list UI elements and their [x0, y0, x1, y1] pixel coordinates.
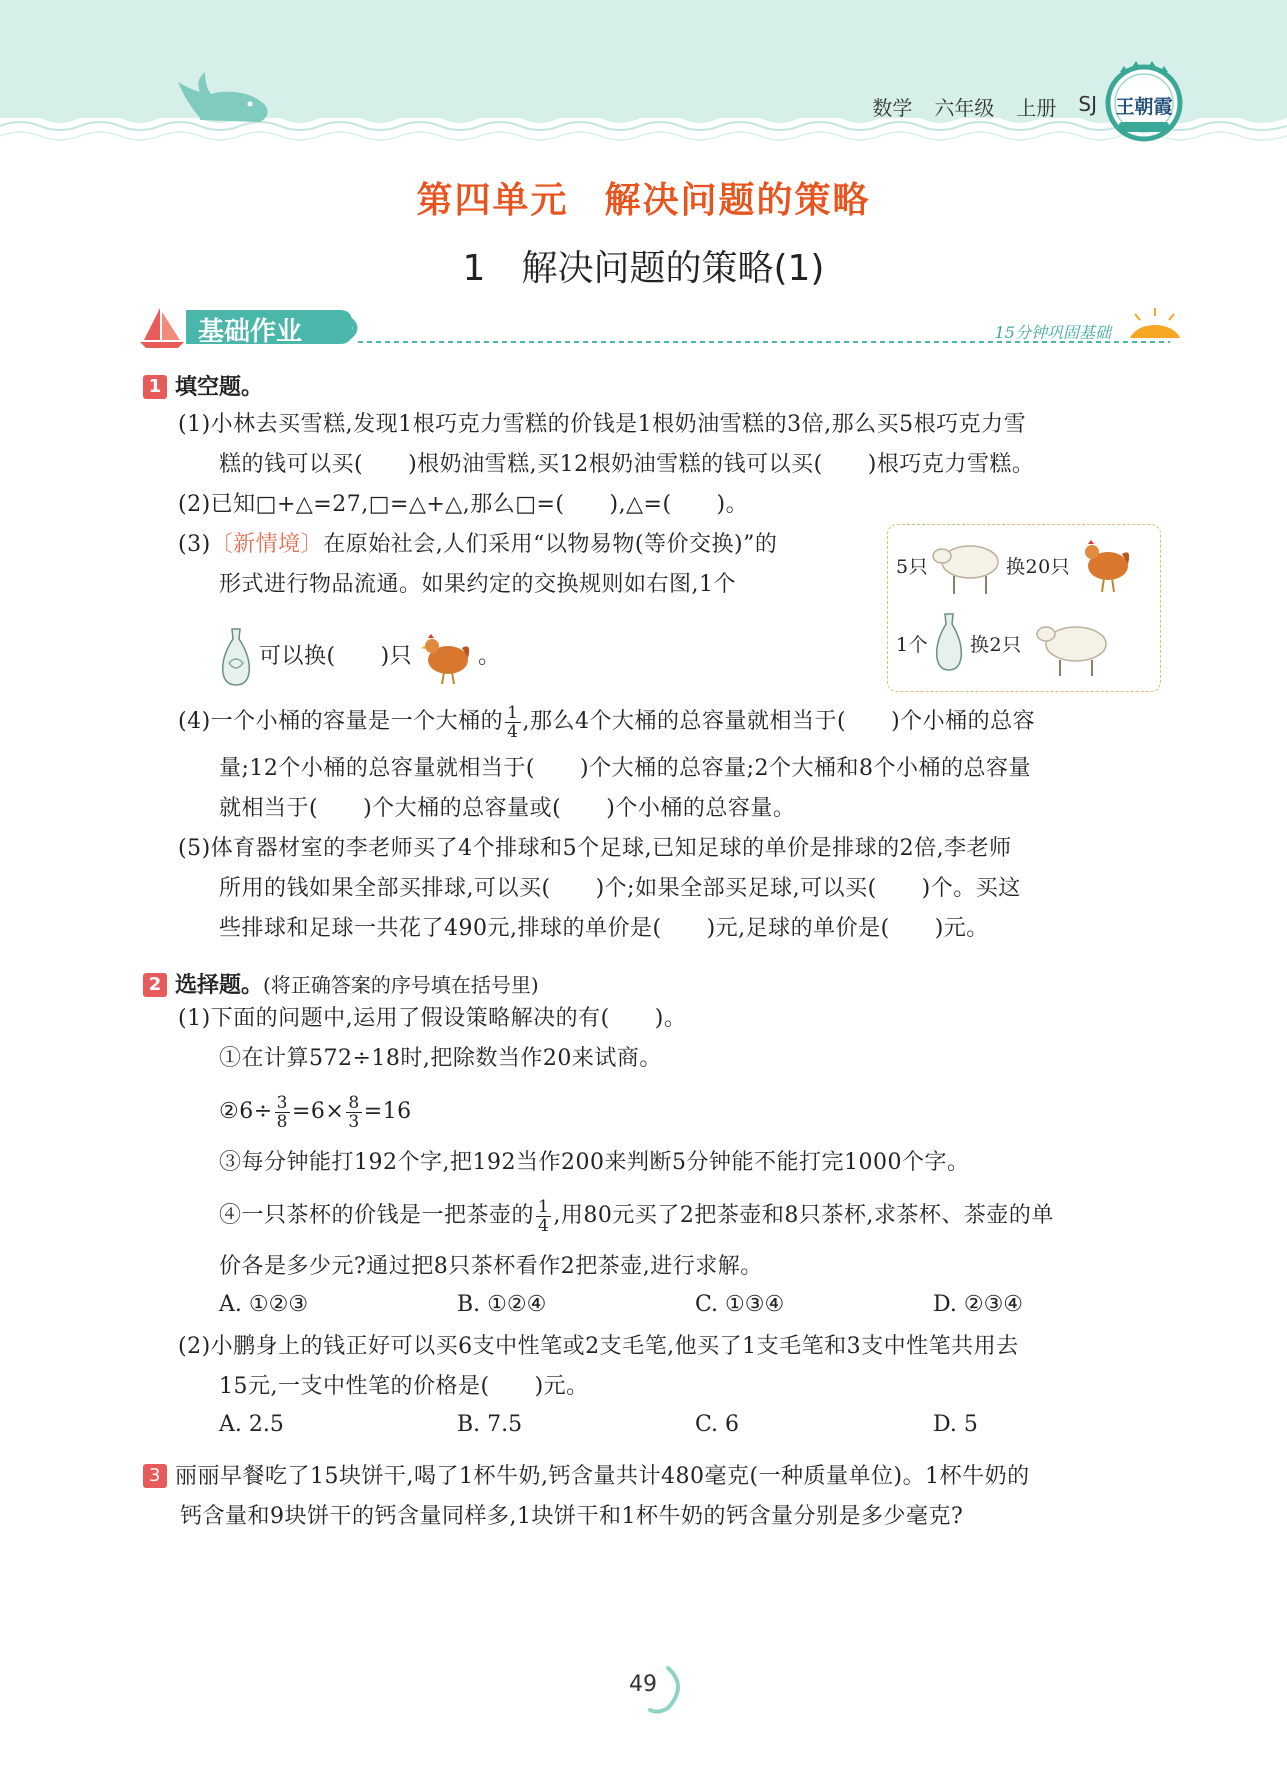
frac-numerator: 1 — [538, 1196, 550, 1217]
frac-numerator: 8 — [348, 1092, 360, 1113]
new-context-tag: 〔新情境〕 — [210, 532, 324, 557]
q1-p1-line2: 糕的钱可以买( )根奶油雪糕,买12根奶油雪糕的钱可以买( )根巧克力雪糕。 — [219, 452, 1035, 477]
q3-text1: 丽丽早餐吃了15块饼干,喝了1杯牛奶,钙含量共计480毫克(一种质量单位)。1杯牛奶的 — [175, 1464, 1030, 1489]
option-d: D. ②③④ — [933, 1292, 1024, 1317]
fraction-8-3 — [346, 1094, 361, 1131]
q2-c4-a: ④一只茶杯的价钱是一把茶壶的 — [219, 1203, 535, 1228]
header-band — [0, 0, 1287, 150]
q2-number: 2 — [143, 973, 167, 997]
frac-denominator: 4 — [538, 1215, 550, 1236]
frac-denominator: 4 — [507, 721, 519, 742]
q2-p2-line2: 15元,一支中性笔的价格是( )元。 — [219, 1374, 589, 1399]
fig-row1-right: 换20只 — [1006, 556, 1071, 578]
sailboat-icon — [140, 308, 184, 348]
q2-options-1 — [219, 1292, 1171, 1317]
sheep-icon-2 — [1032, 610, 1114, 680]
q2-subtitle: (将正确答案的序号填在括号里) — [263, 973, 539, 997]
book-meta — [872, 92, 1097, 121]
option-d: D. 5 — [933, 1412, 978, 1437]
frac-numerator: 3 — [276, 1092, 288, 1113]
option-a: A. ①②③ — [219, 1292, 309, 1317]
q2-c2-a: ②6÷ — [219, 1099, 273, 1124]
q1-p4-line3: 就相当于( )个大桶的总容量或( )个小桶的总容量。 — [219, 796, 796, 821]
section-label: 基础作业 — [198, 317, 303, 347]
q3-line2: 钙含量和9块饼干的钙含量同样多,1块饼干和1杯牛奶的钙含量分别是多少毫克? — [180, 1504, 964, 1529]
q2-choice4-line2: 价各是多少元?通过把8只茶杯看作2把茶壶,进行求解。 — [219, 1254, 763, 1279]
q1-p3-text1: 在原始社会,人们采用“以物易物(等价交换)”的 — [323, 532, 778, 557]
option-a: A. 2.5 — [219, 1412, 284, 1437]
option-b: B. ①②④ — [457, 1292, 547, 1317]
q2-c2-b: =6× — [291, 1099, 345, 1124]
fig-row2-right: 换2只 — [970, 634, 1022, 656]
q2-choice2 — [219, 1086, 412, 1138]
q2-choice1: ①在计算572÷18时,把除数当作20来试商。 — [219, 1046, 662, 1071]
q1-heading — [143, 370, 263, 401]
q2-options-2 — [219, 1412, 1171, 1437]
q3-number: 3 — [143, 1464, 167, 1488]
fraction-quarter — [505, 704, 520, 741]
fig-row2-left: 1个 — [896, 634, 929, 656]
q1-p4-text1a: (4)一个小桶的容量是一个大桶的 — [178, 709, 504, 734]
q1-p3-line2: 形式进行物品流通。如果约定的交换规则如右图,1个 — [219, 572, 736, 597]
q2-c2-c: =16 — [363, 1099, 412, 1124]
unit-number: 第四单元 — [416, 180, 569, 221]
frac-numerator: 1 — [507, 702, 519, 723]
q2-p1: (1)下面的问题中,运用了假设策略解决的有( )。 — [178, 1006, 687, 1031]
q1-p3-text3b: 。 — [478, 644, 501, 669]
q3-line1 — [143, 1462, 1030, 1492]
sun-icon — [1130, 308, 1180, 338]
q2-heading — [143, 968, 539, 999]
q2-p2-line1: (2)小鹏身上的钱正好可以买6支中性笔或2支毛笔,他买了1支毛笔和3支中性笔共用去 — [178, 1334, 1019, 1359]
frac-denominator: 3 — [348, 1111, 360, 1132]
sheep-icon — [928, 532, 1008, 598]
option-c: C. 6 — [695, 1412, 740, 1437]
q1-p3-prefix: (3) — [178, 532, 211, 557]
q1-title: 填空题。 — [175, 375, 264, 400]
q1-p4-text1b: ,那么4个大桶的总容量就相当于( )个小桶的总容 — [522, 709, 1036, 734]
q2-choice4-line1 — [219, 1190, 1054, 1242]
option-b: B. 7.5 — [457, 1412, 523, 1437]
q1-p5-line1: (5)体育器材室的李老师买了4个排球和5个足球,已知足球的单价是排球的2倍,李老师 — [178, 836, 1012, 861]
volume-label: 上册 — [1016, 96, 1057, 120]
fraction-quarter-2 — [536, 1198, 551, 1235]
unit-name: 解决问题的策略 — [604, 180, 871, 221]
q1-p1-line1: (1)小林去买雪糕,发现1根巧克力雪糕的价钱是1根奶油雪糕的3倍,那么买5根巧克力雪 — [178, 412, 1027, 437]
q1-p4-line1 — [178, 700, 1035, 744]
section-note: 15分钟巩固基础 — [994, 323, 1111, 342]
chicken-icon — [418, 626, 472, 688]
fraction-3-8 — [275, 1094, 290, 1131]
brand-badge-text: 王朝霞 — [1115, 96, 1173, 118]
page-number: 49 — [629, 1672, 657, 1697]
q2-title: 选择题。 — [175, 973, 264, 998]
vase-small-icon — [934, 612, 964, 674]
subject-label: 数学 — [872, 96, 913, 120]
q1-number: 1 — [143, 375, 167, 399]
q1-p3-line3 — [219, 626, 501, 672]
vase-icon — [219, 627, 253, 687]
hen-icon — [1080, 534, 1134, 596]
q2-choice3: ③每分钟能打192个字,把192当作200来判断5分钟能不能打完1000个字。 — [219, 1150, 970, 1175]
fig-row1-left: 5只 — [896, 556, 929, 578]
q1-p5-line3: 些排球和足球一共花了490元,排球的单价是( )元,足球的单价是( )元。 — [219, 916, 989, 941]
option-c: C. ①③④ — [695, 1292, 785, 1317]
frac-denominator: 8 — [276, 1111, 288, 1132]
edition-label: SJ — [1078, 92, 1097, 116]
q2-c4-b: ,用80元买了2把茶壶和8只茶杯,求茶杯、茶壶的单 — [553, 1203, 1054, 1228]
q1-p3-line1 — [178, 530, 777, 560]
q1-p5-line2: 所用的钱如果全部买排球,可以买( )个;如果全部买足球,可以买( )个。买这 — [219, 876, 1021, 901]
unit-title — [0, 172, 1287, 223]
q1-p2: (2)已知□+△=27,□=△+△,那么□=( ),△=( )。 — [178, 492, 749, 517]
q1-p4-line2: 量;12个小桶的总容量就相当于( )个大桶的总容量;2个大桶和8个小桶的总容量 — [219, 756, 1031, 781]
q1-p3-text3a: 可以换( )只 — [259, 644, 413, 669]
lesson-title: 1 解决问题的策略(1) — [462, 248, 825, 289]
grade-label: 六年级 — [934, 96, 995, 120]
